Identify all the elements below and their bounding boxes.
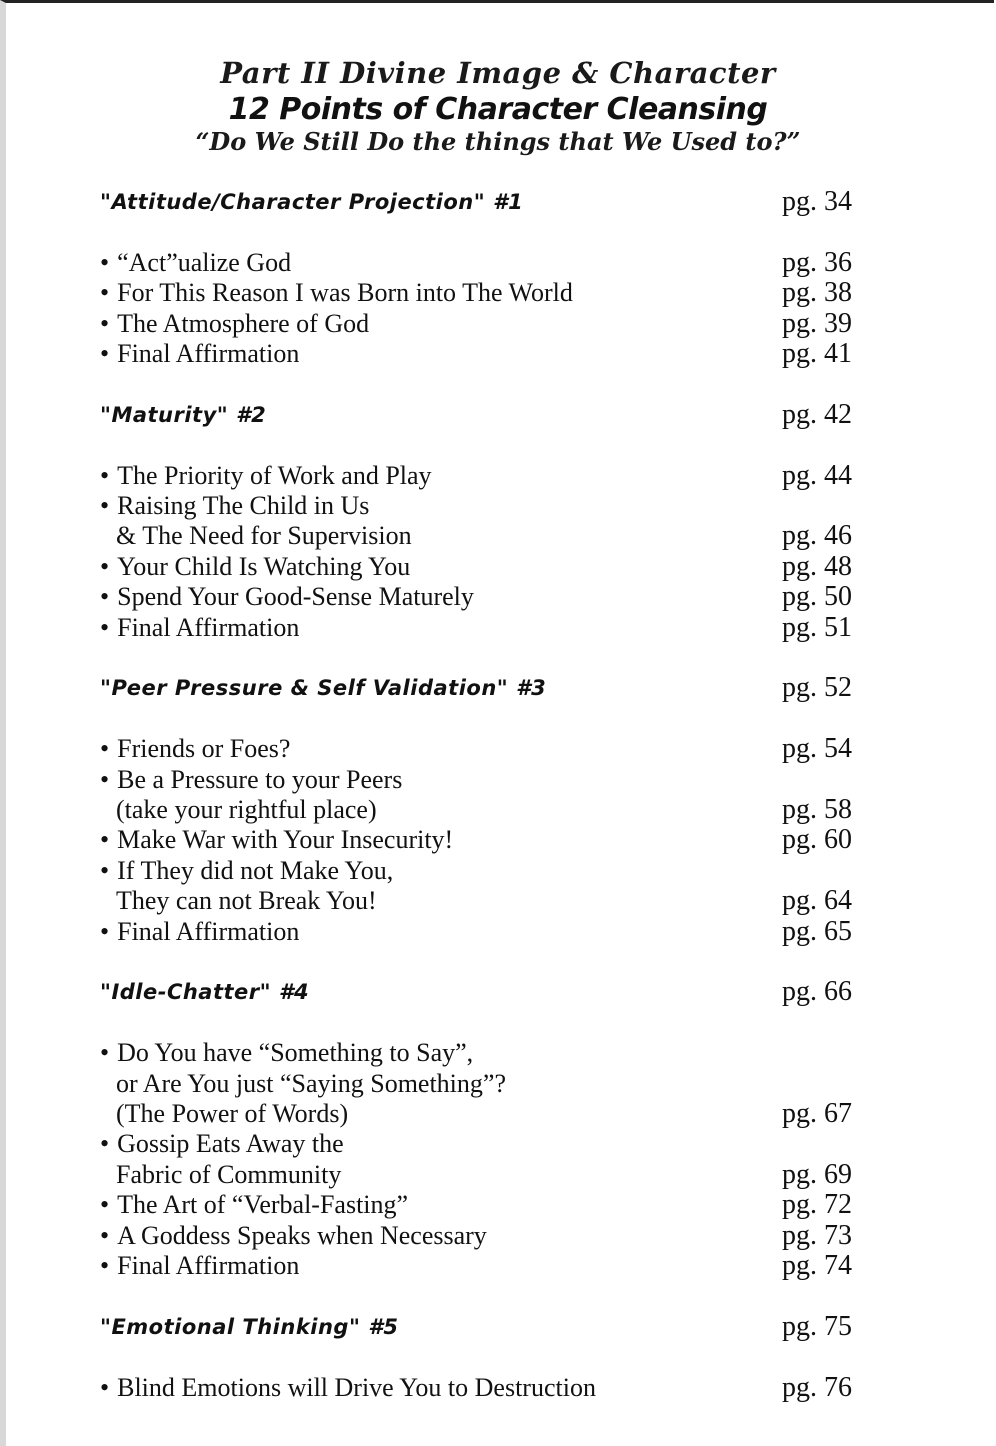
toc-entry: • The Atmosphere of God xyxy=(100,309,369,339)
part-title: Part II Divine Image & Character xyxy=(220,56,776,90)
toc-entry: • For This Reason I was Born into The World xyxy=(100,278,573,308)
toc-entry-continuation: Fabric of Community xyxy=(116,1159,342,1189)
toc-entry-page-number: pg. 67 xyxy=(782,1098,852,1129)
section-heading: "Maturity" #2 xyxy=(100,402,267,427)
section-page-number: pg. 75 xyxy=(782,1310,852,1342)
toc-entry-page-number: pg. 51 xyxy=(782,611,852,643)
toc-entry-page-number: pg. 36 xyxy=(782,246,852,278)
toc-entry-continuation: & The Need for Supervision xyxy=(116,521,412,551)
section-page-number: pg. 42 xyxy=(782,398,852,430)
toc-entry-page-number: pg. 48 xyxy=(782,550,852,582)
toc-entry: • A Goddess Speaks when Necessary xyxy=(100,1221,487,1251)
toc-entry: • Raising The Child in Us xyxy=(100,491,369,521)
toc-entry: • Blind Emotions will Drive You to Destruction xyxy=(100,1373,596,1403)
toc-entry: • The Priority of Work and Play xyxy=(100,461,432,491)
toc-entry: • Do You have “Something to Say”, xyxy=(100,1038,473,1068)
toc-entry: • Friends or Foes? xyxy=(100,734,290,764)
toc-entry-page-number: pg. 54 xyxy=(782,733,852,765)
toc-entry: • Make War with Your Insecurity! xyxy=(100,825,453,855)
toc-entry-page-number: pg. 44 xyxy=(782,459,852,491)
toc-entry-continuation: or Are You just “Saying Something”? xyxy=(116,1068,506,1098)
toc-entry: • If They did not Make You, xyxy=(100,856,393,886)
section-heading: "Emotional Thinking" #5 xyxy=(100,1314,399,1339)
toc-entry-continuation: They can not Break You! xyxy=(116,886,377,916)
toc-entry: • Final Affirmation xyxy=(100,613,299,643)
toc-entry-page-number: pg. 65 xyxy=(782,915,852,947)
toc-entry-page-number: pg. 60 xyxy=(782,824,852,856)
page-question: “Do We Still Do the things that We Used to?” xyxy=(195,127,801,156)
page-title: 12 Points of Character Cleansing xyxy=(228,92,768,127)
toc-entry-page-number: pg. 74 xyxy=(782,1250,852,1281)
toc-entry-page-number: pg. 46 xyxy=(782,520,852,552)
section-heading: "Peer Pressure & Self Validation" #3 xyxy=(100,676,547,701)
toc-entry-page-number: pg. 64 xyxy=(782,885,852,917)
toc-entry-page-number: pg. 76 xyxy=(782,1371,852,1403)
toc-entry: • Final Affirmation xyxy=(100,339,299,369)
section-heading: "Attitude/Character Projection" #1 xyxy=(100,190,524,214)
toc-entry-page-number: pg. 50 xyxy=(782,581,852,613)
toc-entry: • “Act”ualize God xyxy=(100,248,291,278)
toc-entry-page-number: pg. 41 xyxy=(782,338,852,369)
toc-entry: • Gossip Eats Away the xyxy=(100,1129,344,1159)
section-heading: "Idle-Chatter" #4 xyxy=(100,980,310,1005)
toc-entry-page-number: pg. 38 xyxy=(782,277,852,309)
toc-entry: • Your Child Is Watching You xyxy=(100,552,410,582)
section-page-number: pg. 66 xyxy=(782,976,852,1008)
section-page-number: pg. 34 xyxy=(782,186,852,217)
toc-entry: • Final Affirmation xyxy=(100,917,299,947)
toc-entry: • Be a Pressure to your Peers xyxy=(100,765,402,795)
toc-entry-page-number: pg. 58 xyxy=(782,794,852,825)
toc-entry-page-number: pg. 72 xyxy=(782,1189,852,1221)
section-page-number: pg. 52 xyxy=(782,672,852,704)
toc-entry-page-number: pg. 73 xyxy=(782,1219,852,1251)
toc-entry-continuation: (The Power of Words) xyxy=(116,1099,349,1128)
toc-entry: • Spend Your Good-Sense Maturely xyxy=(100,582,474,612)
toc-entry-continuation: (take your rightful place) xyxy=(116,795,377,824)
toc-entry: • The Art of “Verbal-Fasting” xyxy=(100,1190,408,1220)
toc-entry-page-number: pg. 39 xyxy=(782,307,852,339)
toc-entry: • Final Affirmation xyxy=(100,1251,299,1281)
toc-entry-page-number: pg. 69 xyxy=(782,1158,852,1190)
